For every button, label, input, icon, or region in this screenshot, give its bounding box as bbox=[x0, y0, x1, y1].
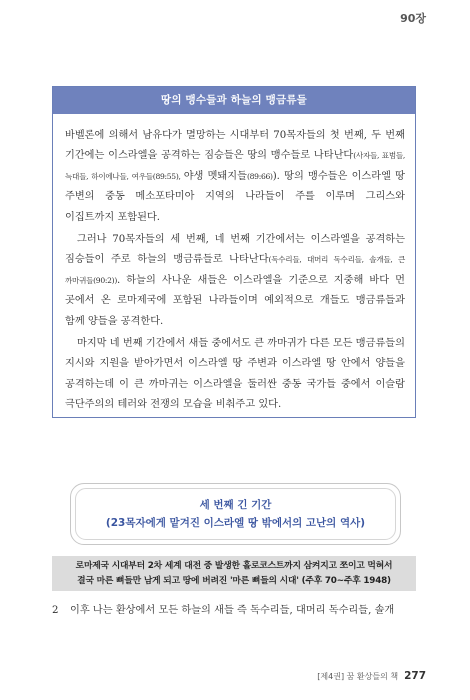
summary-band bbox=[52, 556, 416, 591]
chapter-number: 90장 bbox=[400, 12, 426, 25]
topic-title: 땅의 맹수들과 하늘의 맹금류들 bbox=[53, 87, 415, 114]
topic-paragraph-3 bbox=[65, 334, 405, 416]
book-label: [제4권] 꿈 환상들의 책 bbox=[317, 672, 399, 681]
inline-annotation: (89:66) bbox=[246, 171, 273, 181]
summary-line-1: 로마제국 시대부터 2차 세계 대전 중 발생한 홀로코스트까지 삼켜지고 쪼이고 먹혀서 bbox=[75, 560, 393, 571]
summary-line-2: 결국 마른 뼈들만 남게 되고 땅에 버려진 '마른 뼈들의 시대' (주후 70~주후 1948) bbox=[77, 575, 391, 586]
paragraph-text: 바벨론에 의해서 남유다가 멸망하는 시대부터 70목자들의 첫 번째, 두 번째 기간에는 이스라엘을 공격하는 짐승들은 땅의 맹수들로 나타난다 bbox=[65, 130, 405, 162]
paragraph-text: . 하늘의 사나운 새들은 이스라엘을 기준으로 지중해 바다 먼 곳에서 온 로마제국에 포함된 나라들이며 예외적으로 개들도 맹금류들과 함께 양들을 공격한다. bbox=[65, 274, 405, 327]
page-footer bbox=[317, 670, 426, 682]
verse-text: 이후 나는 환상에서 모든 하늘의 새들 즉 독수리들, 대머리 독수리들, 솔개 bbox=[70, 605, 395, 616]
paragraph-text: 그러나 70목자들의 세 번째, 네 번째 기간에서는 이스라엘을 공격하는 짐승들이 주로 하늘의 맹금류들로 나타난다 bbox=[65, 234, 405, 266]
paragraph-text: 마지막 네 번째 기간에서 새들 중에서도 큰 까마귀가 다른 모든 맹금류들의 지시와 지원을 받아가면서 이스라엘 땅 주변과 이스라엘 땅 안에서 양들을 공격하는데 이 큰 까마귀는 이스라엘을 둘러싼 중동 국가들 중에서 이슬람 극단주의의 테러와 전쟁의 모습을 비춰주고 있다. bbox=[65, 338, 405, 411]
period-heading-box bbox=[70, 483, 401, 545]
topic-box bbox=[52, 86, 416, 418]
inline-annotation: (독수리들, 대머리 독수리들, 솔개들, 큰 까마귀들(90:2)) bbox=[65, 255, 405, 285]
verse bbox=[52, 601, 422, 616]
paragraph-text: 야생 멧돼지들 bbox=[183, 170, 247, 182]
verse-number: 2 bbox=[52, 605, 59, 616]
paragraph-text: ). 땅의 맹수들은 이스라엘 땅 주변의 중동 메소포타미아 지역의 나라들이 주를 이루며 그리스와 이집트까지 포함된다. bbox=[65, 170, 405, 223]
topic-paragraph-2 bbox=[65, 230, 405, 332]
inline-annotation: (사자들, 표범들, 늑대들, 하이에나들, 여우들(89:55), bbox=[65, 151, 406, 181]
period-subtitle: (23목자에게 맡겨진 이스라엘 땅 밖에서의 고난의 역사) bbox=[105, 517, 366, 529]
page-number: 277 bbox=[404, 670, 426, 682]
period-title: 세 번째 긴 기간 bbox=[199, 499, 272, 511]
topic-paragraph-1 bbox=[65, 126, 405, 228]
topic-body bbox=[53, 114, 415, 416]
